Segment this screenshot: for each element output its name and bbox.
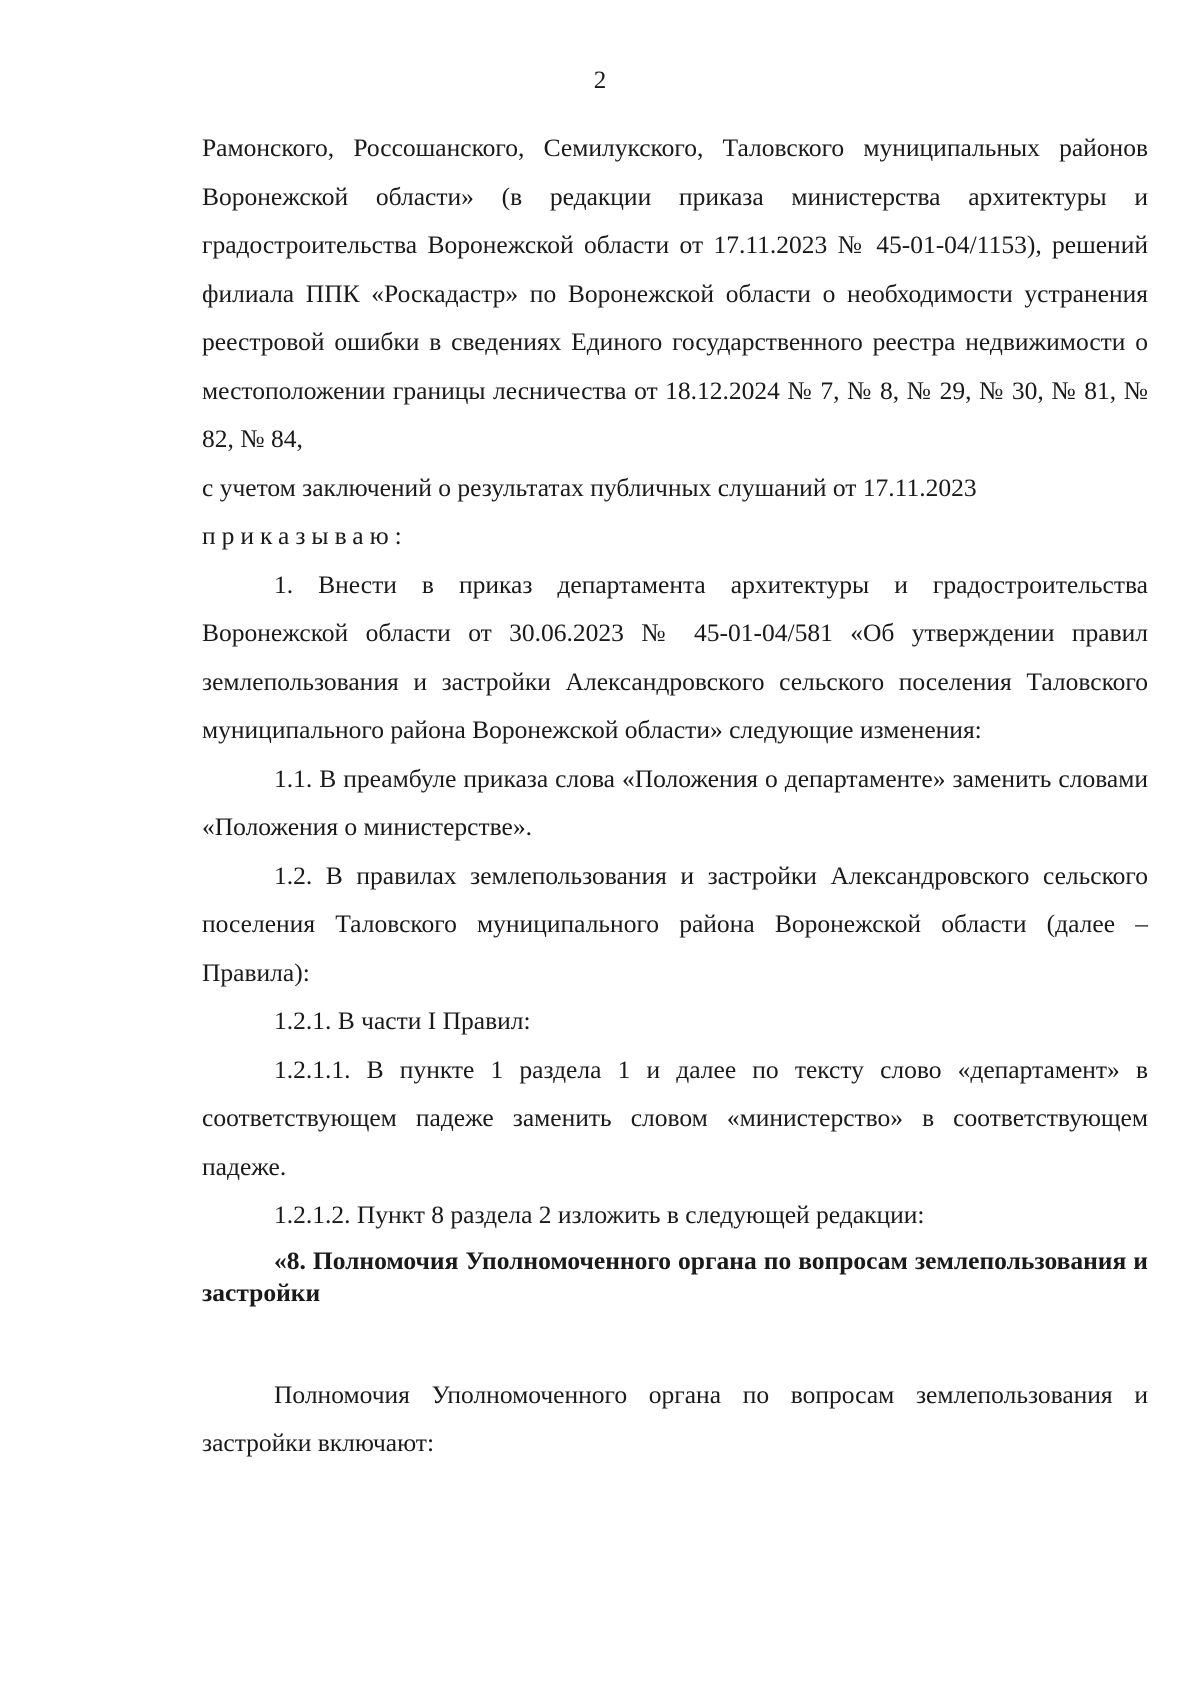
paragraph-preamble-continuation: Рамонского, Россошанского, Семилукского, Таловского муниципальных районов Воронежской области» (в редакции приказа министерства архитектуры и градостроительства Воронежской области от 17.11.2023 № 45-01-04/1153), решений филиала ППК «Роскадастр» по Воронежской области о необходимости устранения реестровой ошибки в сведениях Единого государственного реестра недвижимости о местоположении границы лесничества от 18.12.2024 № 7, № 8, № 29, № 30, № 81, № 82, № 84, bbox=[202, 133, 1148, 453]
paragraph-item-1-2-1-2: 1.2.1.2. Пункт 8 раздела 2 изложить в следующей редакции: bbox=[274, 1200, 925, 1229]
spacer bbox=[202, 1309, 1148, 1371]
section-heading-8: «8. Полномочия Уполномоченного органа по вопросам землепользования и застройки bbox=[202, 1245, 1148, 1307]
paragraph-item-1-1: 1.1. В преамбуле приказа слова «Положения о департаменте» заменить словами «Положения о министерстве». bbox=[202, 763, 1148, 841]
document-body bbox=[202, 124, 1148, 1468]
paragraph-item-1-2-1: 1.2.1. В части I Правил: bbox=[274, 1006, 531, 1035]
paragraph-item-1: 1. Внести в приказ департамента архитектуры и градостроительства Воронежской области от 30.06.2023 № 45-01-04/581 «Об утверждении правил землепользования и застройки Александровского сельского поселения Таловского муниципального района Воронежской области» следующие изменения: bbox=[202, 569, 1148, 744]
paragraph-item-1-2: 1.2. В правилах землепользования и застройки Александровского сельского поселения Таловского муниципального района Воронежской области (далее – Правила): bbox=[202, 860, 1148, 987]
paragraph-powers: Полномочия Уполномоченного органа по вопросам землепользования и застройки включают: bbox=[202, 1379, 1148, 1457]
paragraph-item-1-2-1-1: 1.2.1.1. В пункте 1 раздела 1 и далее по тексту слово «департамент» в соответствующем падеже заменить словом «министерство» в соответствующем падеже. bbox=[202, 1054, 1148, 1181]
page-number: 2 bbox=[593, 67, 607, 94]
order-word: приказываю: bbox=[202, 521, 408, 550]
paragraph-public-hearings: с учетом заключений о результатах публичных слушаний от 17.11.2023 bbox=[202, 472, 977, 502]
